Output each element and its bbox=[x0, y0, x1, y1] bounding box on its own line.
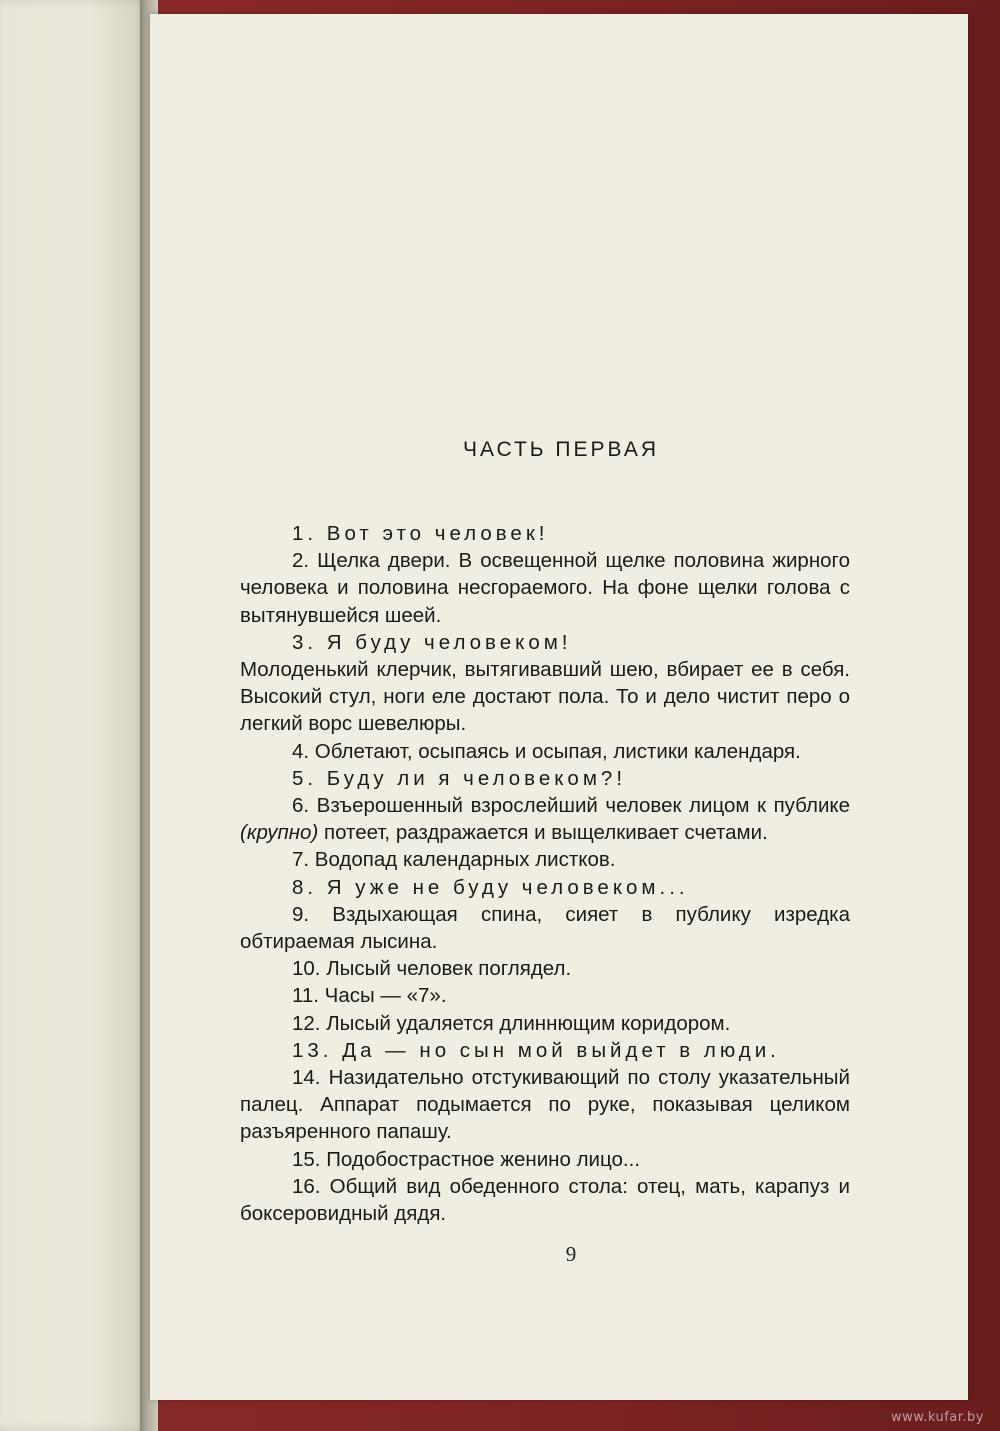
text-line-15: 14. Назидательно отстукивающий по столу указательный палец. Аппарат подымается по руке, показывая целиком разъяренного папашу. bbox=[240, 1066, 850, 1144]
text-line-3: 3. Я буду человеком! bbox=[292, 630, 572, 654]
text-line-6: 5. Буду ли я человеком?! bbox=[292, 766, 627, 790]
text-line-5: 4. Облетают, осыпаясь и осыпая, листики календаря. bbox=[292, 739, 801, 763]
text-line-13: 12. Лысый удаляется длиннющим коридором. bbox=[292, 1011, 731, 1035]
text-line-11: 10. Лысый человек поглядел. bbox=[292, 957, 572, 981]
text-line-1: 1. Вот это человек! bbox=[292, 522, 549, 545]
page-number: 9 bbox=[565, 1242, 577, 1266]
text-line-12: 11. Часы — «7». bbox=[292, 984, 447, 1008]
right-page bbox=[150, 14, 968, 1400]
text-line-8: 7. Водопад календарных листков. bbox=[292, 848, 616, 872]
text-line-14: 13. Да — но сын мой выйдет в люди. bbox=[292, 1038, 780, 1062]
left-page bbox=[0, 0, 148, 1431]
part-heading: ЧАСТЬ ПЕРВАЯ bbox=[462, 438, 660, 461]
text-line-7: 6. Взъерошенный взрослейший человек лицом к публике (крупно) потеет, раздражается и выщелкивает счетами. bbox=[240, 794, 850, 845]
text-line-10: 9. Вздыхающая спина, сияет в публику изредка обтираемая лысина. bbox=[240, 902, 850, 954]
text-line-9: 8. Я уже не буду человеком... bbox=[292, 875, 689, 899]
watermark: www.kufar.by bbox=[891, 1410, 984, 1425]
text-line-2: 2. Щелка двери. В освещенной щелке половина жирного человека и половина несгораемого. На фоне щелки голова с вытянувшейся шеей. bbox=[240, 549, 850, 627]
text-line-17: 16. Общий вид обеденного стола: отец, мать, карапуз и боксеровидный дядя. bbox=[240, 1174, 850, 1226]
text-line-7-italic: (крупно) bbox=[240, 821, 319, 845]
body-text bbox=[240, 520, 850, 1227]
text-line-4: Молоденький клерчик, вытягивавший шею, вбирает ее в себя. Высокий стул, ноги еле достают пола. То и дело чистит перо о легкий ворс шевелюры. bbox=[240, 658, 850, 736]
text-line-16: 15. Подобострастное женино лицо... bbox=[292, 1147, 640, 1171]
